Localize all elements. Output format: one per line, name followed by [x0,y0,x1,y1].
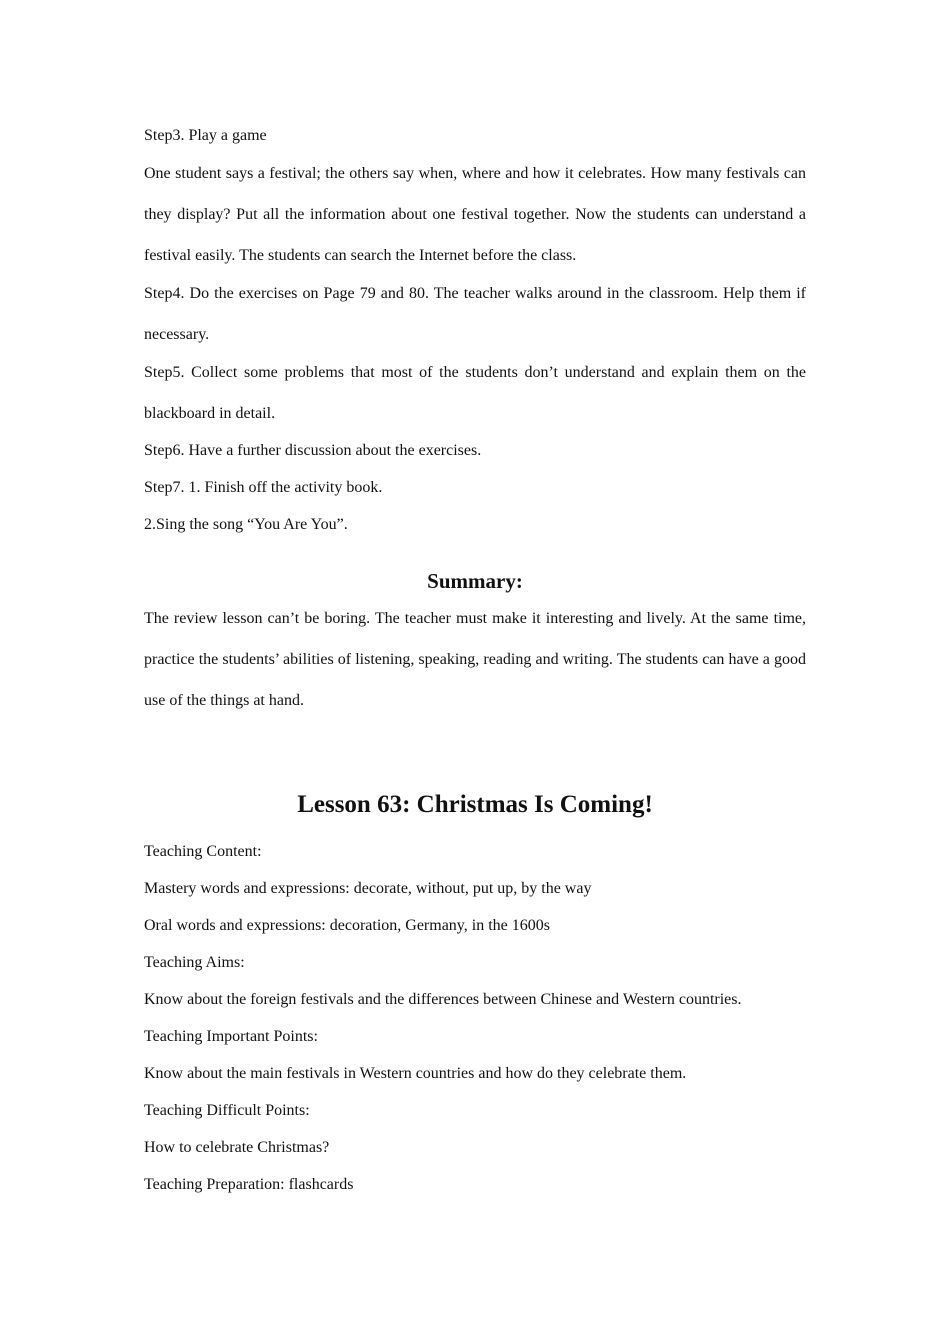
document-page [144,126,806,1212]
difficult-points-label: Teaching Difficult Points: [144,1102,310,1119]
mastery-words-line: Mastery words and expressions: decorate, without, put up, by the way [144,880,592,897]
teaching-preparation-line: Teaching Preparation: flashcards [144,1176,354,1193]
teaching-content-label: Teaching Content: [144,843,262,860]
step5-text: Step5. Collect some problems that most of the students don’t understand and explain them on the blackboard in detail. [144,364,806,422]
step4-text: Step4. Do the exercises on Page 79 and 80. The teacher walks around in the classroom. Help them if necessary. [144,285,806,343]
summary-heading: Summary: [427,569,523,593]
teaching-aims-label: Teaching Aims: [144,954,245,971]
important-points-text: Know about the main festivals in Western countries and how do they celebrate them. [144,1065,687,1082]
step6-text: Step6. Have a further discussion about the exercises. [144,442,482,459]
teaching-aims-text: Know about the foreign festivals and the differences between Chinese and Western countries. [144,991,742,1008]
summary-body: The review lesson can’t be boring. The teacher must make it interesting and lively. At the same time, practice the students’ abilities of listening, speaking, reading and writing. The students can have a good use of the things at hand. [144,610,806,709]
important-points-label: Teaching Important Points: [144,1028,318,1045]
step3-body: One student says a festival; the others say when, where and how it celebrates. How many festivals can they display? Put all the information about one festival together. Now the students can understand a festival easily. The students can search the Internet before the class. [144,165,806,264]
step7-item2: 2.Sing the song “You Are You”. [144,516,348,533]
step7-text: Step7. 1. Finish off the activity book. [144,479,383,496]
oral-words-line: Oral words and expressions: decoration, Germany, in the 1600s [144,917,550,934]
lesson-title: Lesson 63: Christmas Is Coming! [297,791,653,818]
step3-title: Step3. Play a game [144,127,267,144]
difficult-points-text: How to celebrate Christmas? [144,1139,330,1156]
